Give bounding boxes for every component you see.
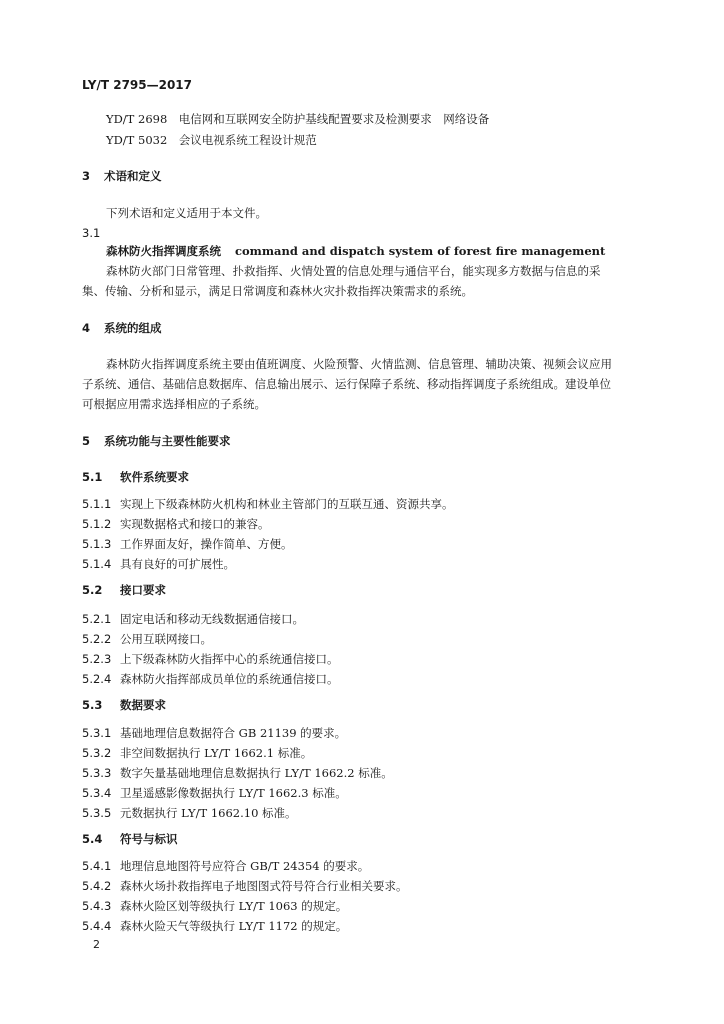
item-number: 5.4.1 bbox=[82, 859, 112, 873]
list-item bbox=[82, 652, 339, 666]
item-text: 森林火险区划等级执行 LY/T 1063 的规定。 bbox=[120, 899, 348, 913]
list-item bbox=[82, 859, 369, 873]
list-item bbox=[82, 899, 347, 913]
list-item bbox=[82, 632, 212, 646]
subsection-number: 5.2 bbox=[82, 583, 103, 597]
list-item bbox=[82, 497, 454, 511]
item-number: 5.2.4 bbox=[82, 672, 112, 686]
item-text: 森林防火指挥部成员单位的系统通信接口。 bbox=[120, 672, 339, 686]
list-item bbox=[82, 726, 346, 740]
reference-item: YD/T 2698 电信网和互联网安全防护基线配置要求及检测要求 网络设备 bbox=[106, 112, 490, 126]
section-number: 4 bbox=[82, 321, 91, 335]
item-number: 5.4.3 bbox=[82, 899, 112, 913]
paragraph: 森林防火指挥调度系统主要由值班调度、火险预警、火情监测、信息管理、辅助决策、视频会议应用 bbox=[106, 357, 612, 371]
section-number: 3 bbox=[82, 169, 91, 183]
section-heading bbox=[82, 321, 162, 335]
list-item bbox=[82, 806, 297, 820]
item-text: 森林火场扑救指挥电子地图图式符号符合行业相关要求。 bbox=[120, 879, 408, 893]
item-number: 5.1.2 bbox=[82, 517, 112, 531]
list-item bbox=[82, 766, 393, 780]
item-text: 实现数据格式和接口的兼容。 bbox=[120, 517, 270, 531]
item-text: 工作界面友好，操作简单、方便。 bbox=[120, 537, 293, 551]
item-number: 5.2.2 bbox=[82, 632, 112, 646]
item-text: 数字矢量基础地理信息数据执行 LY/T 1662.2 标准。 bbox=[120, 766, 393, 780]
term-heading bbox=[106, 244, 605, 258]
item-text: 上下级森林防火指挥中心的系统通信接口。 bbox=[120, 652, 339, 666]
item-number: 5.3.2 bbox=[82, 746, 112, 760]
subsection-number: 5.1 bbox=[82, 470, 103, 484]
section-title: 术语和定义 bbox=[104, 169, 162, 183]
list-item bbox=[82, 612, 304, 626]
item-text: 卫星遥感影像数据执行 LY/T 1662.3 标准。 bbox=[120, 786, 347, 800]
item-text: 元数据执行 LY/T 1662.10 标准。 bbox=[120, 806, 297, 820]
subsection-heading bbox=[82, 470, 189, 484]
subsection-heading bbox=[82, 832, 178, 846]
section-number: 5 bbox=[82, 434, 91, 448]
term-chinese: 森林防火指挥调度系统 bbox=[106, 244, 221, 258]
item-number: 5.1.3 bbox=[82, 537, 112, 551]
item-number: 5.4.2 bbox=[82, 879, 112, 893]
subsection-title: 符号与标识 bbox=[120, 832, 178, 846]
subsection-heading bbox=[82, 583, 166, 597]
item-text: 森林火险天气等级执行 LY/T 1172 的规定。 bbox=[120, 919, 348, 933]
paragraph: 森林防火部门日常管理、扑救指挥、火情处置的信息处理与通信平台，能实现多方数据与信息的采 bbox=[106, 264, 601, 278]
item-number: 5.3.3 bbox=[82, 766, 112, 780]
subsection-title: 软件系统要求 bbox=[120, 470, 189, 484]
section-title: 系统的组成 bbox=[104, 321, 162, 335]
term-number: 3.1 bbox=[82, 226, 101, 240]
item-text: 具有良好的可扩展性。 bbox=[120, 557, 235, 571]
subsection-number: 5.4 bbox=[82, 832, 103, 846]
page-number: 2 bbox=[93, 938, 100, 951]
item-text: 基础地理信息数据符合 GB 21139 的要求。 bbox=[120, 726, 347, 740]
paragraph: 子系统、通信、基础信息数据库、信息输出展示、运行保障子系统、移动指挥调度子系统组成。建设单位 bbox=[82, 377, 611, 391]
section-heading bbox=[82, 169, 162, 183]
list-item bbox=[82, 672, 339, 686]
list-item bbox=[82, 537, 293, 551]
list-item bbox=[82, 517, 270, 531]
item-number: 5.3.4 bbox=[82, 786, 112, 800]
item-number: 5.1.4 bbox=[82, 557, 112, 571]
item-number: 5.2.3 bbox=[82, 652, 112, 666]
list-item bbox=[82, 746, 312, 760]
item-text: 地理信息地图符号应符合 GB/T 24354 的要求。 bbox=[120, 859, 370, 873]
reference-item: YD/T 5032 会议电视系统工程设计规范 bbox=[106, 133, 317, 147]
subsection-title: 数据要求 bbox=[120, 698, 166, 712]
paragraph: 下列术语和定义适用于本文件。 bbox=[106, 206, 267, 220]
item-text: 实现上下级森林防火机构和林业主管部门的互联互通、资源共享。 bbox=[120, 497, 454, 511]
item-text: 非空间数据执行 LY/T 1662.1 标准。 bbox=[120, 746, 313, 760]
subsection-number: 5.3 bbox=[82, 698, 103, 712]
list-item bbox=[82, 919, 347, 933]
paragraph: 集、传输、分析和显示，满足日常调度和森林火灾扑救指挥决策需求的系统。 bbox=[82, 284, 473, 298]
item-text: 公用互联网接口。 bbox=[120, 632, 212, 646]
list-item bbox=[82, 786, 347, 800]
paragraph: 可根据应用需求选择相应的子系统。 bbox=[82, 397, 266, 411]
term-english: command and dispatch system of forest fire management bbox=[235, 244, 606, 258]
list-item bbox=[82, 557, 235, 571]
subsection-title: 接口要求 bbox=[120, 583, 166, 597]
list-item bbox=[82, 879, 408, 893]
item-number: 5.4.4 bbox=[82, 919, 112, 933]
item-number: 5.3.1 bbox=[82, 726, 112, 740]
item-number: 5.2.1 bbox=[82, 612, 112, 626]
section-heading bbox=[82, 434, 231, 448]
subsection-heading bbox=[82, 698, 166, 712]
item-text: 固定电话和移动无线数据通信接口。 bbox=[120, 612, 304, 626]
item-number: 5.1.1 bbox=[82, 497, 112, 511]
item-number: 5.3.5 bbox=[82, 806, 112, 820]
section-title: 系统功能与主要性能要求 bbox=[104, 434, 231, 448]
standard-code: LY/T 2795—2017 bbox=[82, 78, 193, 92]
